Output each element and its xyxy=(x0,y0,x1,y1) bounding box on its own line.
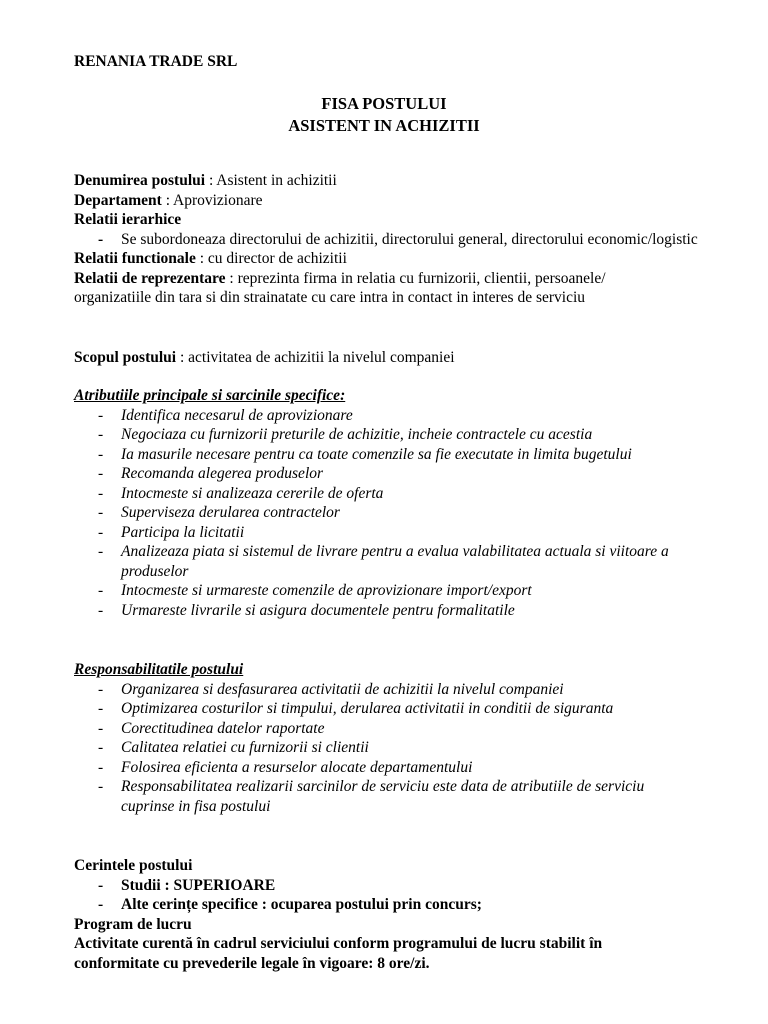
scop-section xyxy=(74,348,714,368)
document-subtitle: ASISTENT IN ACHIZITII xyxy=(288,116,480,135)
list-item: - Negociaza cu furnizorii preturile de achizitie, incheie contractele cu acestia xyxy=(98,426,593,443)
list-item: - Alte cerințe specifice : ocuparea postului prin concurs; xyxy=(98,896,482,913)
field-departament: Departament : Aprovizionare xyxy=(74,191,263,209)
list-item: - Se subordoneaza directorului de achizitii, directorului general, directorului economic/logistic xyxy=(98,230,698,248)
cerinte-list xyxy=(74,876,714,915)
list-item: - Recomanda alegerea produselor xyxy=(98,465,324,482)
field-scop: Scopul postului : activitatea de achizitii la nivelul companiei xyxy=(74,349,455,366)
list-item: - Optimizarea costurilor si timpului, derularea activitatii in conditii de siguranta xyxy=(98,700,614,717)
list-item: - Intocmeste si urmareste comenzile de aprovizionare import/export xyxy=(98,582,532,599)
list-item: - Participa la licitatii xyxy=(98,523,245,541)
atributii-list xyxy=(74,406,714,621)
list-item: - Ia masurile necesare pentru ca toate comenzile sa fie executate in limita bugetului xyxy=(98,445,632,463)
list-item: - Organizarea si desfasurarea activitatii de achizitii la nivelul companiei xyxy=(98,680,564,698)
list-item: - Identifica necesarul de aprovizionare xyxy=(98,406,353,424)
company-name: RENANIA TRADE SRL xyxy=(74,53,238,70)
field-relatii-reprezentare-cont: organizatiile din tara si din strainatate cu care intra in contact in interes de serviciu xyxy=(74,289,586,306)
cerinte-section xyxy=(74,856,714,973)
list-item: - Studii : SUPERIOARE xyxy=(98,876,276,894)
field-relatii-functionale: Relatii functionale : cu director de achizitii xyxy=(74,250,347,267)
atributii-heading: Atributiile principale si sarcinile specifice: xyxy=(74,387,346,404)
general-info xyxy=(74,171,714,308)
program-heading: Program de lucru xyxy=(74,915,192,933)
list-item: - Folosirea eficienta a resurselor alocate departamentului xyxy=(98,758,473,776)
responsabilitati-section xyxy=(74,660,714,816)
list-item: - Intocmeste si analizeaza cererile de oferta xyxy=(98,484,384,502)
list-item: - Urmareste livrarile si asigura documentele pentru formalitatile xyxy=(98,601,515,619)
relatii-ierarhice-list xyxy=(74,230,714,250)
program-line-2: conformitate cu prevederile legale în vigoare: 8 ore/zi. xyxy=(74,954,430,972)
field-denumire: Denumirea postului : Asistent in achizitii xyxy=(74,172,337,189)
atributii-section xyxy=(74,386,714,620)
responsabilitati-list xyxy=(74,680,714,817)
responsabilitati-heading: Responsabilitatile postului xyxy=(74,661,244,678)
list-item: - Superviseza derularea contractelor xyxy=(98,504,340,521)
list-item: - Calitatea relatiei cu furnizorii si clientii xyxy=(98,739,369,756)
list-item: - Analizeaza piata si sistemul de livrare pentru a evalua valabilitatea actuala si viitoare a produselor xyxy=(98,543,669,580)
document-title: FISA POSTULUI xyxy=(321,94,447,113)
cerinte-heading: Cerintele postului xyxy=(74,857,193,874)
field-relatii-reprezentare: Relatii de reprezentare : reprezinta firma in relatia cu furnizorii, clientii, persoanele/ xyxy=(74,269,606,287)
field-relatii-ierarhice: Relatii ierarhice xyxy=(74,211,182,228)
list-item: - Responsabilitatea realizarii sarcinilor de serviciu este data de atributiile de serviciu cuprinse in fisa postului xyxy=(98,778,645,815)
program-line-1: Activitate curentă în cadrul serviciului conform programului de lucru stabilit în xyxy=(74,935,603,952)
list-item: - Corectitudinea datelor raportate xyxy=(98,719,325,737)
